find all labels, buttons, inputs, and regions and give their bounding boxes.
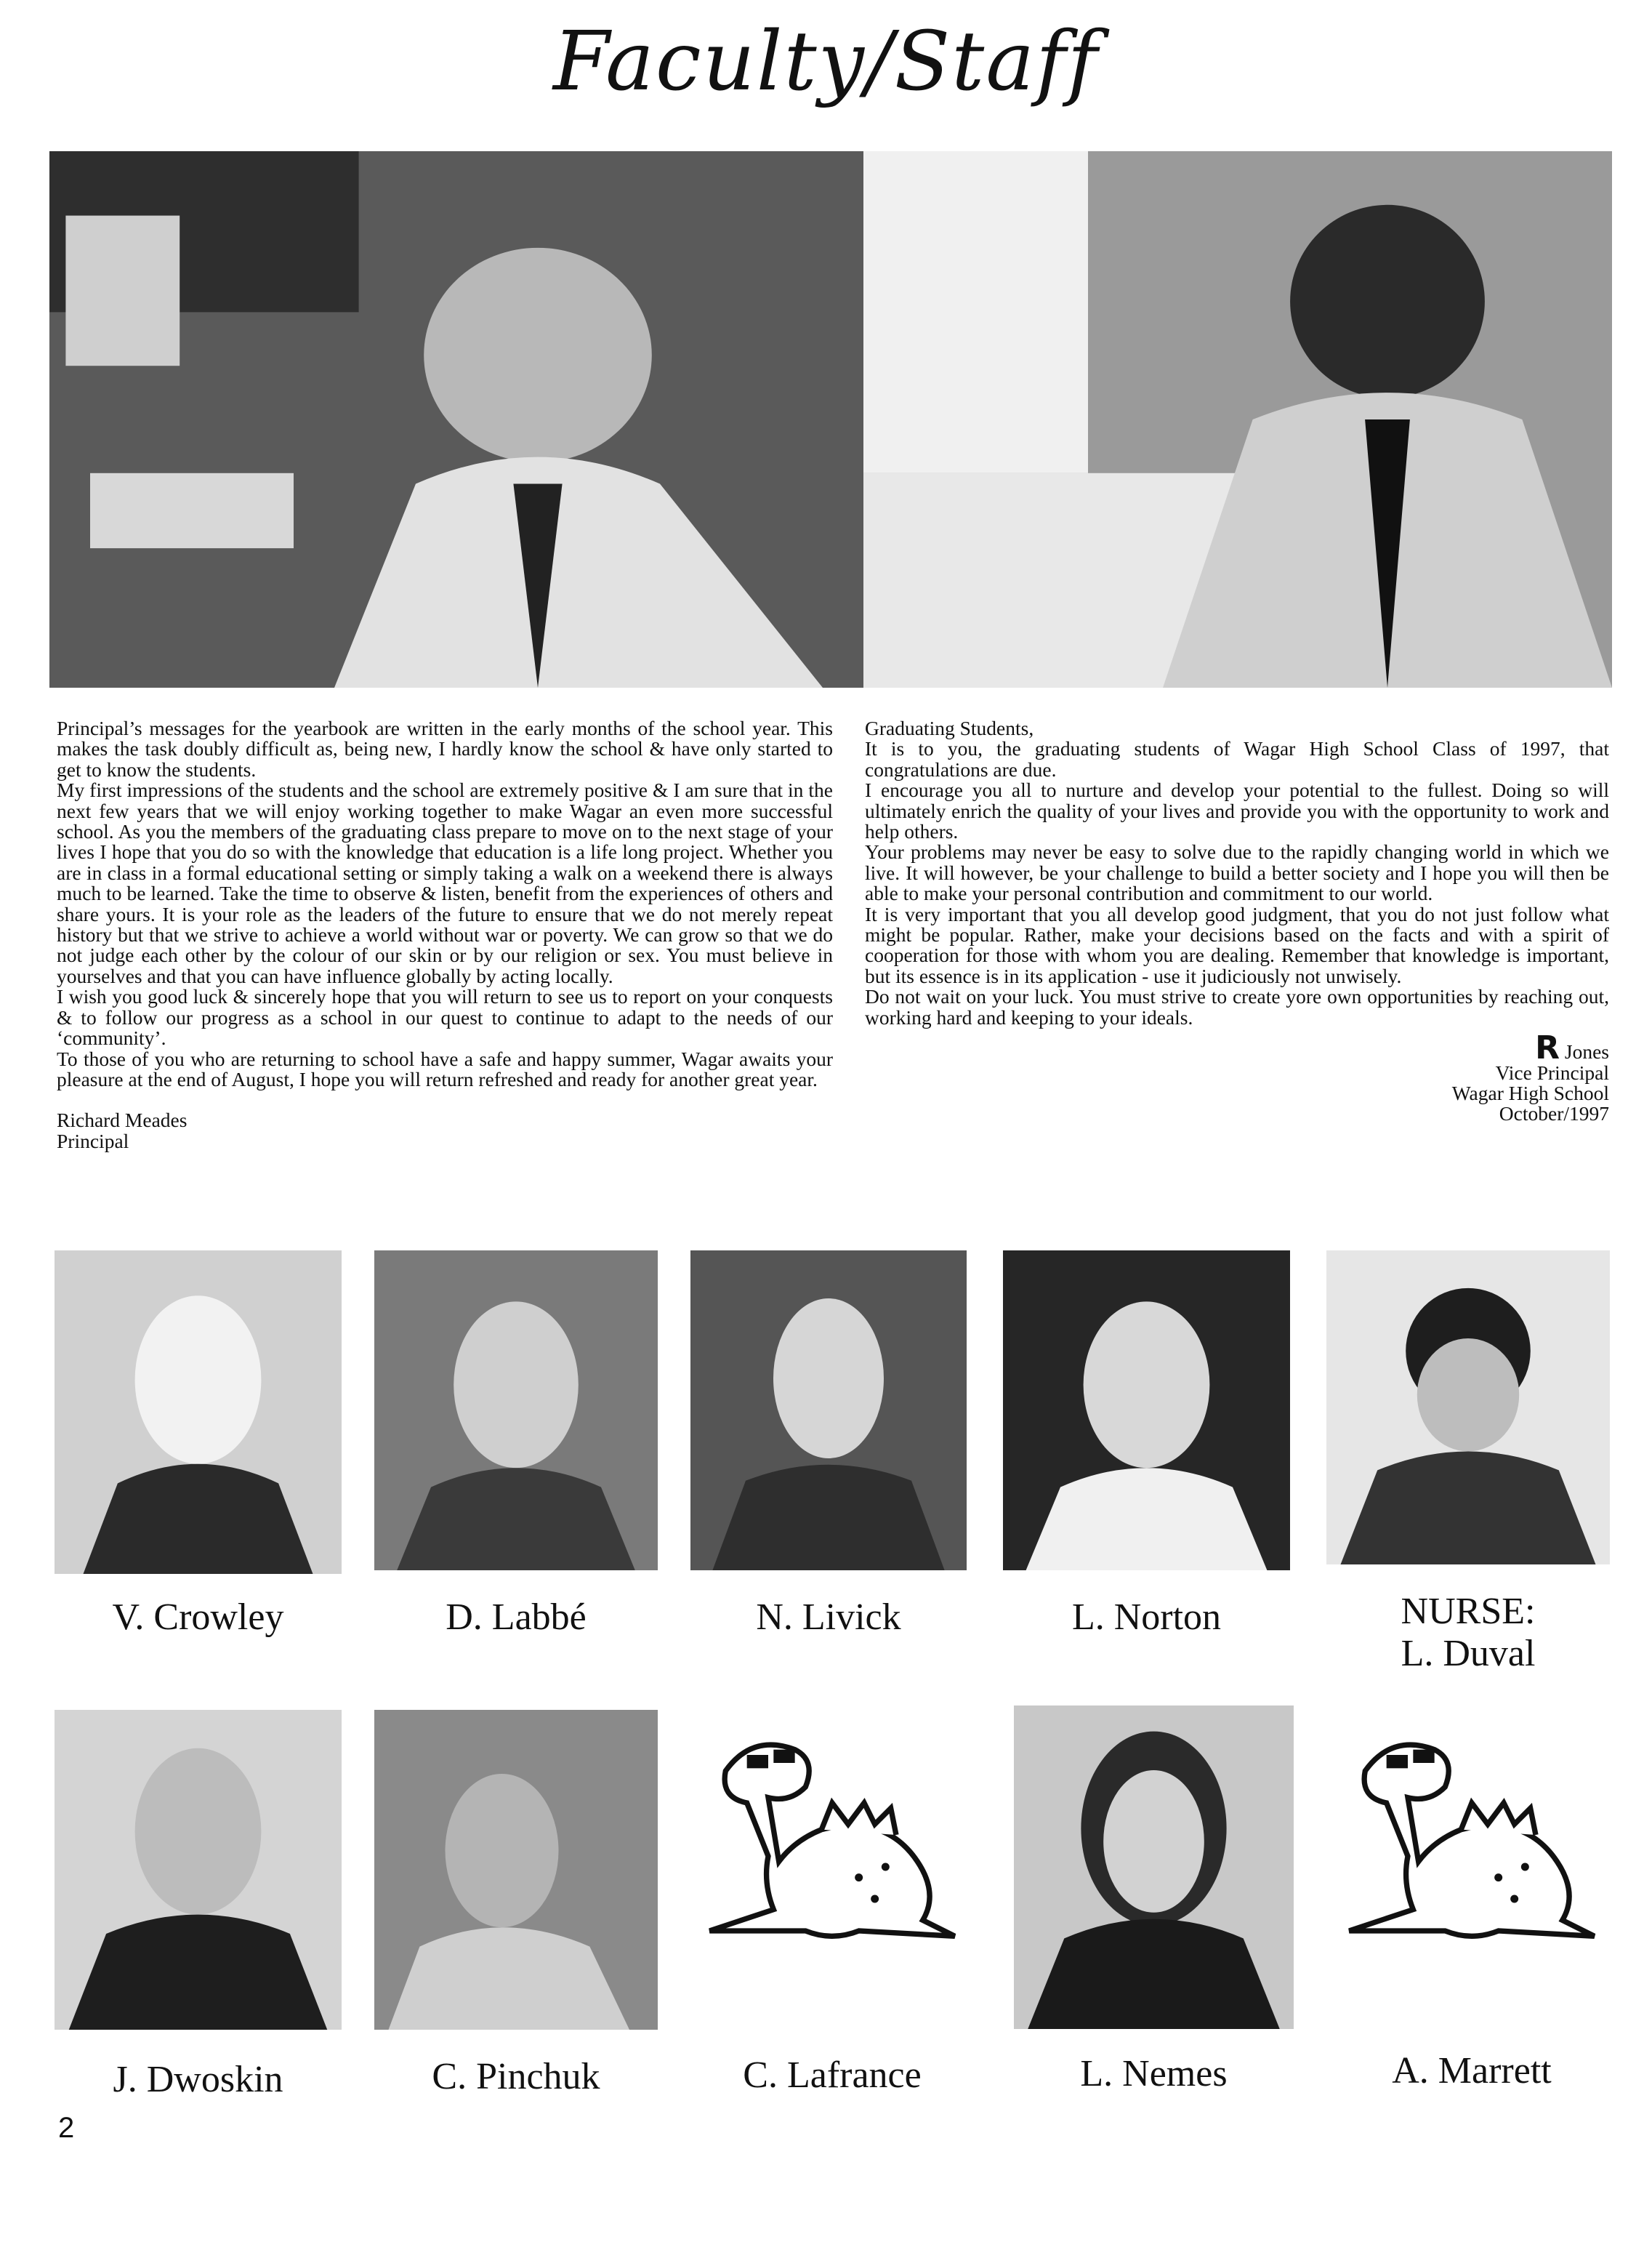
dinosaur-cartoon-marrett (1334, 1723, 1610, 1963)
page-title: Faculty/Staff (553, 15, 1099, 109)
vp-signature-name: Jones (1564, 1040, 1609, 1064)
caption-nemes: L. Nemes (1080, 2053, 1228, 2094)
principal-photo-art (49, 151, 863, 688)
principal-photo (49, 151, 863, 688)
vp-paragraph: It is very important that you all develop good judgment, that you do not just follow what might be popular. Rather, make your decisions based on the facts and with a spirit of cooperation for those with whom you are dealing. Remember that knowledge is important, but its essence is in its application - use it judiciously not unwisely. (865, 902, 1609, 987)
portrait-art (690, 1250, 967, 1570)
vice-principal-letter (865, 718, 1609, 1125)
principal-letter (57, 718, 833, 1152)
caption-crowley: V. Crowley (112, 1596, 284, 1638)
page-number: 2 (58, 2112, 75, 2144)
portrait-art (1003, 1250, 1290, 1570)
principal-paragraph: To those of you who are returning to school have a safe and happy summer, Wagar awaits your pleasure at the end of August, I hope you will return refreshed and ready for another great year. (57, 1047, 833, 1090)
vp-paragraph: Your problems may never be easy to solve due to the rapidly changing world in which we live. It will however, be your challenge to build a better society and I hope you will then be able to make your personal contribution and commitment to our world. (865, 840, 1609, 905)
portrait-art (374, 1710, 658, 2030)
vp-paragraph: I encourage you all to nurture and develop your potential to the fullest. Doing so will ultimately enrich the quality of your lives and provide you with the opportunity to work and help others. (865, 779, 1609, 843)
caption-marrett: A. Marrett (1392, 2050, 1552, 2092)
principal-paragraph: My first impressions of the students and the school are extremely positive & I am sure that in the next few years that we will enjoy working together to make Wagar an even more successful school. As you the members of the graduating class prepare to move on to the next stage of your lives I hope that you do so with the knowledge that education is a life long project. Whether you are in class in a formal educational setting or simply taking a walk on a weekend there is always much to be learned. Take the time to observe & listen, benefit from the experiences of others and share yours. It is your role as the leaders of the future to ensure that we do not merely repeat history but that we strive to achieve a world without war or poverty. We can grow so that we do not judge each other by the colour of our skin or by our religion or sex. You must believe in yourselves and that you can have influence globally by acting locally. (57, 779, 833, 987)
vp-signature (865, 1029, 1609, 1125)
vp-paragraph: Do not wait on your luck. You must strive to create yore own opportunities by reaching out, working hard and keeping to your ideals. (865, 985, 1609, 1029)
portrait-art (55, 1710, 342, 2030)
vp-signature-school: Wagar High School (1451, 1081, 1609, 1104)
vp-paragraph: It is to you, the graduating students of Wagar High School Class of 1997, that congratulations are due. (865, 737, 1609, 781)
portrait-labbe (374, 1250, 658, 1570)
dinosaur-icon (694, 1723, 970, 1963)
portrait-nemes (1014, 1705, 1294, 2029)
caption-labbe: D. Labbé (446, 1596, 587, 1638)
dinosaur-cartoon-lafrance (694, 1723, 970, 1963)
caption-duval-role: NURSE: (1401, 1591, 1536, 1632)
portrait-art (374, 1250, 658, 1570)
principal-signature-name: Richard Meades (57, 1109, 188, 1132)
caption-norton: L. Norton (1071, 1596, 1222, 1638)
portrait-dwoskin (55, 1710, 342, 2030)
portrait-norton (1003, 1250, 1290, 1570)
dinosaur-icon (1334, 1723, 1610, 1963)
vice-principal-photo-art (863, 151, 1612, 688)
portrait-livick (690, 1250, 967, 1570)
vice-principal-photo (863, 151, 1612, 688)
caption-livick: N. Livick (756, 1596, 901, 1638)
caption-duval (1326, 1591, 1610, 1675)
vp-signature-initial: R (1535, 1029, 1560, 1067)
principal-signature-title: Principal (57, 1129, 129, 1152)
principal-paragraph: I wish you good luck & sincerely hope that you will return to see us to report on your conquests & to follow our progress as a school in our quest to continue to adapt to the needs of our ‘community’. (57, 985, 833, 1050)
vp-signature-date: October/1997 (1499, 1102, 1609, 1125)
caption-pinchuk: C. Pinchuk (432, 2056, 600, 2097)
portrait-duval (1326, 1250, 1610, 1564)
caption-lafrance: C. Lafrance (743, 2054, 922, 2096)
portrait-art (1014, 1705, 1294, 2029)
caption-dwoskin: J. Dwoskin (113, 2059, 283, 2100)
vp-signature-title: Vice Principal (1495, 1061, 1609, 1084)
vp-paragraph: Graduating Students, (865, 717, 1034, 739)
caption-duval-name: L. Duval (1401, 1633, 1536, 1674)
portrait-pinchuk (374, 1710, 658, 2030)
portrait-art (55, 1250, 342, 1574)
portrait-crowley (55, 1250, 342, 1574)
portrait-art (1326, 1250, 1610, 1564)
principal-paragraph: Principal’s messages for the yearbook are written in the early months of the school year. This makes the task doubly difficult as, being new, I hardly know the school & have only started to get to know the students. (57, 717, 833, 781)
